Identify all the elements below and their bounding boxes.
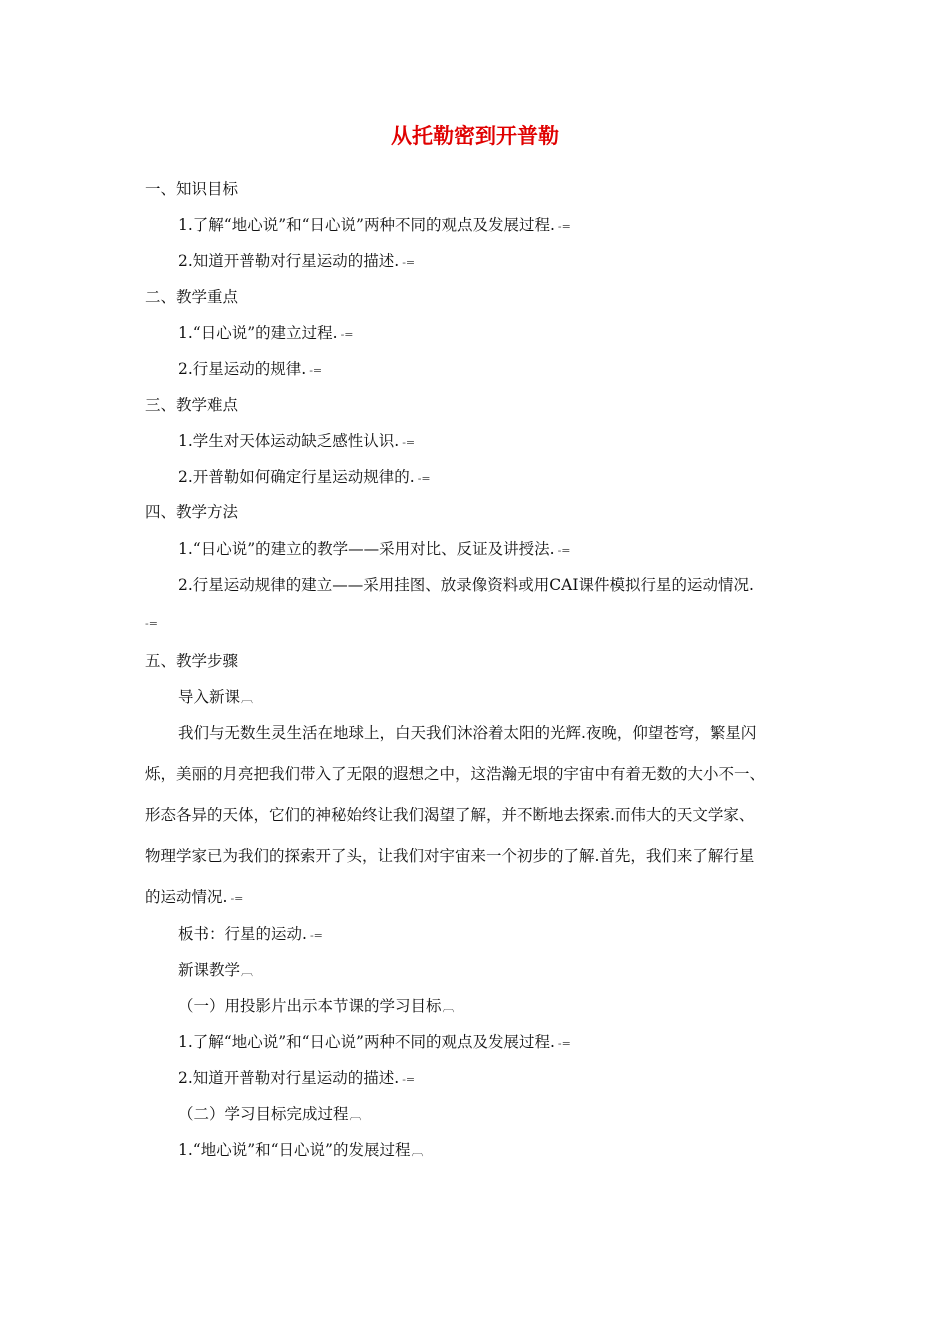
- section-heading: 四、教学方法: [145, 503, 239, 521]
- board-note: 板书：行星的运动. -=: [178, 925, 323, 943]
- arrow-mark-icon: ︹: [241, 964, 254, 978]
- list-item: 2.知道开普勒对行星运动的描述. -=: [178, 252, 416, 270]
- section-heading: 一、知识目标: [145, 180, 239, 198]
- subheading: 新课教学︹: [178, 961, 254, 979]
- paragraph-mark-icon: -=: [417, 472, 431, 485]
- paragraph-mark-icon: -=: [402, 1073, 416, 1086]
- subheading: （一）用投影片出示本节课的学习目标︹: [178, 997, 455, 1015]
- list-item: 1.学生对天体运动缺乏感性认识. -=: [178, 432, 416, 450]
- paragraph-mark-icon: -=: [230, 892, 244, 905]
- list-item: 2.行星运动规律的建立——采用挂图、放录像资料或用CAI课件模拟行星的运动情况.: [178, 576, 754, 594]
- list-item: 1.了解“地心说”和“日心说”两种不同的观点及发展过程. -=: [178, 216, 571, 234]
- list-item: 1.“地心说”和“日心说”的发展过程︹: [178, 1141, 424, 1159]
- paragraph-line: 形态各异的天体，它们的神秘始终让我们渴望了解，并不断地去探索.而伟大的天文学家、: [145, 806, 755, 824]
- list-item: 2.开普勒如何确定行星运动规律的. -=: [178, 468, 431, 486]
- section-heading: 五、教学步骤: [145, 652, 239, 670]
- paragraph-mark-icon: -=: [309, 364, 323, 377]
- arrow-mark-icon: ︹: [349, 1108, 362, 1122]
- list-item: 2.行星运动的规律. -=: [178, 360, 323, 378]
- document-title: 从托勒密到开普勒: [391, 124, 559, 148]
- paragraph-line: 我们与无数生灵生活在地球上，白天我们沐浴着太阳的光辉.夜晚，仰望苍穹，繁星闪: [178, 724, 757, 742]
- section-heading: 三、教学难点: [145, 396, 239, 414]
- subheading: 导入新课︹: [178, 688, 254, 706]
- list-item: 1.“日心说”的建立过程. -=: [178, 324, 354, 342]
- arrow-mark-icon: ︹: [411, 1144, 424, 1158]
- paragraph-mark-icon: -=: [402, 256, 416, 269]
- paragraph-mark-icon: -=: [557, 544, 571, 557]
- paragraph-mark-icon: -=: [340, 328, 354, 341]
- subheading: （二）学习目标完成过程︹: [178, 1105, 362, 1123]
- list-item: 1.了解“地心说”和“日心说”两种不同的观点及发展过程. -=: [178, 1033, 571, 1051]
- arrow-mark-icon: ︹: [241, 691, 254, 705]
- paragraph-line: 的运动情况. -=: [145, 888, 244, 906]
- paragraph-mark-icon: -=: [309, 929, 323, 942]
- arrow-mark-icon: ︹: [442, 1000, 455, 1014]
- list-item: 1.“日心说”的建立的教学——采用对比、反证及讲授法. -=: [178, 540, 571, 558]
- list-item: 2.知道开普勒对行星运动的描述. -=: [178, 1069, 416, 1087]
- paragraph-line: 烁，美丽的月亮把我们带入了无限的遐想之中，这浩瀚无垠的宇宙中有着无数的大小不一、: [145, 765, 766, 783]
- paragraph-mark-icon: -=: [145, 617, 158, 630]
- paragraph-mark-icon: -=: [557, 220, 571, 233]
- section-heading: 二、教学重点: [145, 288, 239, 306]
- paragraph-mark-icon: -=: [402, 436, 416, 449]
- paragraph-line: 物理学家已为我们的探索开了头，让我们对宇宙来一个初步的了解.首先，我们来了解行星: [145, 847, 755, 865]
- paragraph-mark-icon: -=: [557, 1037, 571, 1050]
